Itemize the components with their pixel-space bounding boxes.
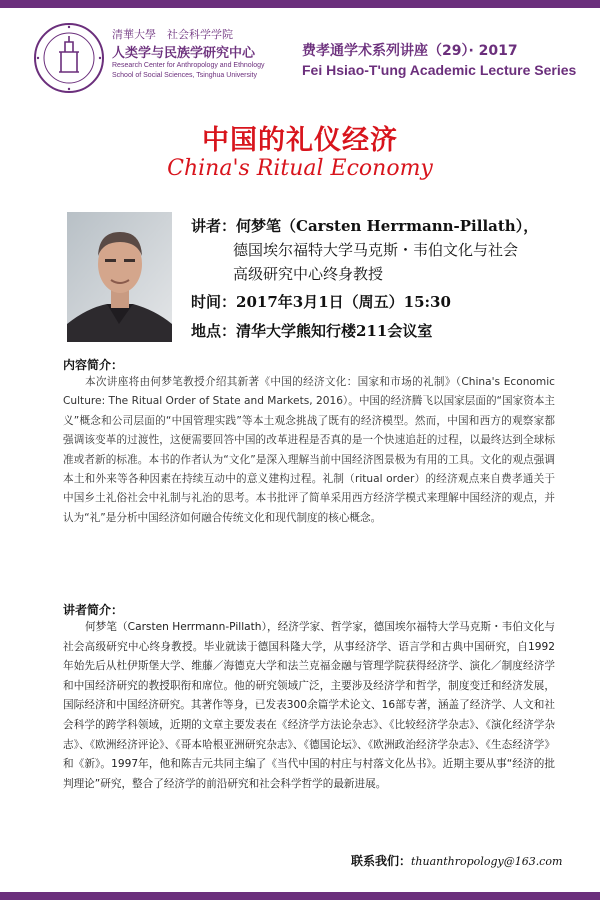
time-value: 2017年3月1日（周五）15:30 bbox=[236, 293, 451, 311]
speaker-label: 讲者： bbox=[191, 217, 237, 235]
contact-email[interactable]: thuanthropology@163.com bbox=[411, 855, 563, 868]
venue-line bbox=[191, 320, 432, 341]
time-line bbox=[191, 291, 451, 312]
speaker-name: 何梦笔（Carsten Herrmann-Pillath）， bbox=[236, 217, 539, 235]
contact-line bbox=[351, 852, 571, 869]
bottom-border bbox=[0, 892, 600, 900]
top-border bbox=[0, 0, 600, 8]
contact-label: 联系我们： bbox=[351, 854, 412, 868]
institution-name-cn-2: 人类学与民族学研究中心 bbox=[112, 46, 256, 61]
speaker-affiliation-1: 德国埃尔福特大学马克斯・韦伯文化与社会 bbox=[233, 241, 519, 259]
lecture-title-en: China's Ritual Economy bbox=[167, 156, 433, 181]
speaker-affiliation-2: 高级研究中心终身教授 bbox=[233, 265, 384, 283]
institution-name-en-1: Research Center for Anthropology and Ethnology bbox=[112, 62, 265, 69]
institution-name-cn-1: 清華大學 社会科学学院 bbox=[112, 28, 233, 41]
content-intro-text: 本次讲座将由何梦笔教授介绍其新著《中国的经济文化：国家和市场的礼制》（China's Economic Culture: The Ritual Order of State and Markets, 2016）。中国的经济腾飞以国家层面的“国家资本主义”概念和公司层面的“中国管理实践”等本土观念挑战了既有的经济模型。然而，中国和西方的观察家都强调该变革的过渡性，这便需要回答中国的改革进程是否真的是一个快速追赶的过程，以最终达到全球标准或者新的标准。本书的作者认为“文化”是深入理解当前中国经济图景极为有用的工具。文化的观点强调本土和外来等各种因素在持续互动中的意义建构过程。礼制（ritual order）的经济观点来自费孝通关于中国乡土礼俗社会中礼制与礼治的思考。本书批评了简单采用西方经济学模式来理解中国经济的观点，并认为“礼”是分析中国经济如何融合传统文化和现代制度的核心概念。 bbox=[63, 376, 555, 524]
university-seal-icon bbox=[33, 22, 105, 94]
speaker-intro-heading: 讲者简介： bbox=[63, 603, 124, 617]
speaker-intro-text: 何梦笔（Carsten Herrmann-Pillath），经济学家、哲学家，德国埃尔福特大学马克斯・韦伯文化与社会高级研究中心终身教授。毕业就读于德国科隆大学，从事经济学、语言学和古典中国研究，自1992年始先后从杜伊斯堡大学、维藤／海德克大学和法兰克福金融与管理学院获得经济学、演化／制度经济学和中国经济研究的教授职衔和席位。他的研究领域广泛，主要涉及经济学和哲学，制度变迁和经济发展，国际经济和中国经济研究。其著作等身，已发表300余篇学术论文、16部专著，涵盖了经济学、人文和社会科学的跨学科领域，近期的文章主要发表在《经济学方法论杂志》、《比较经济学杂志》、《演化经济学杂志》、《欧洲经济评论》、《哥本哈根亚洲研究杂志》、《德国论坛》、《欧洲政治经济学杂志》、《生态经济学》和《新》。1997年，他和陈吉元共同主编了《当代中国的村庄与村落文化丛书》。近期主要从事“经济的批判理论”研究，整合了经济学的前沿研究和社会科学哲学的最新进展。 bbox=[63, 621, 555, 790]
lecture-title-cn: 中国的礼仪经济 bbox=[202, 125, 398, 156]
institution-name-en-2: School of Social Sciences, Tsinghua University bbox=[112, 72, 258, 79]
series-title-cn: 费孝通学术系列讲座（29）· 2017 bbox=[302, 43, 518, 59]
speaker-line bbox=[191, 215, 538, 236]
venue-label: 地点： bbox=[191, 322, 237, 340]
speaker-portrait bbox=[67, 212, 172, 342]
venue-value: 清华大学熊知行楼211会议室 bbox=[236, 322, 433, 340]
time-label: 时间： bbox=[191, 293, 237, 311]
content-intro-heading: 内容简介： bbox=[63, 358, 124, 372]
series-title-en: Fei Hsiao-T'ung Academic Lecture Series bbox=[302, 62, 577, 78]
